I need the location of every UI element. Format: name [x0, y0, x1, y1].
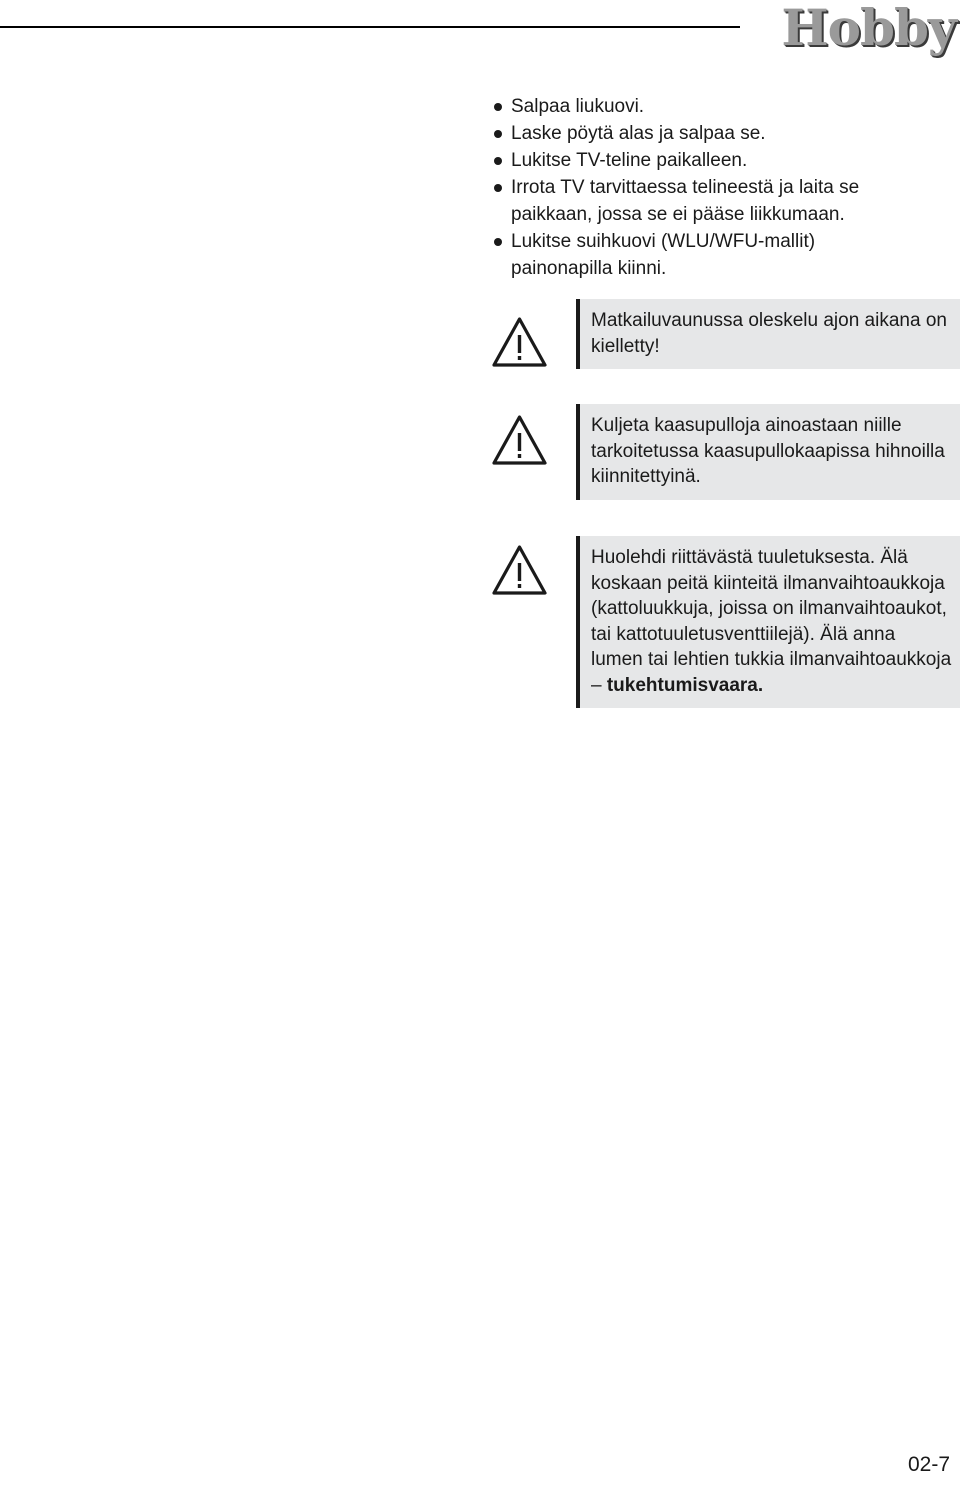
list-item: Laske pöytä alas ja salpaa se.	[493, 120, 913, 147]
header-rule	[0, 26, 740, 28]
warning-box-gas	[576, 404, 960, 500]
page-number: 02-7	[907, 1453, 950, 1476]
warning-text: Matkailuvaunussa oleskelu ajon aikana on kielletty!	[591, 310, 947, 357]
list-item: Lukitse suihkuovi (WLU/WFU-mallit) painonapilla kiinni.	[493, 228, 913, 282]
list-item: Salpaa liukuovi.	[493, 93, 913, 120]
warning-triangle-icon	[491, 316, 548, 368]
warning-box-travel	[576, 299, 960, 369]
brand-logo: Hobby	[781, 0, 956, 57]
warning-emphasis: tukehtumisvaara.	[606, 674, 764, 696]
warning-box-ventilation	[576, 536, 960, 708]
warning-text: Huolehdi riittävästä tuuletuksesta. Älä koskaan peitä kiinteitä ilmanvaihtoaukkoja (kattoluukkuja, joissa on ilmanvaihtoaukot, tai kattotuuletusventtiilejä). Älä anna lumen tai lehtien tukkia ilmanvaihtoaukkoja –	[591, 547, 952, 696]
warning-text: Kuljeta kaasupulloja ainoastaan niille tarkoitetussa kaasupullokaapissa hihnoilla kiinnitettyinä.	[591, 415, 945, 487]
list-item: Lukitse TV-teline paikalleen.	[493, 147, 913, 174]
warning-triangle-icon	[491, 414, 548, 466]
step-list	[493, 93, 913, 282]
warning-triangle-icon	[491, 544, 548, 596]
list-item: Irrota TV tarvittaessa telineestä ja laita se paikkaan, jossa se ei pääse liikkumaan.	[493, 174, 913, 228]
